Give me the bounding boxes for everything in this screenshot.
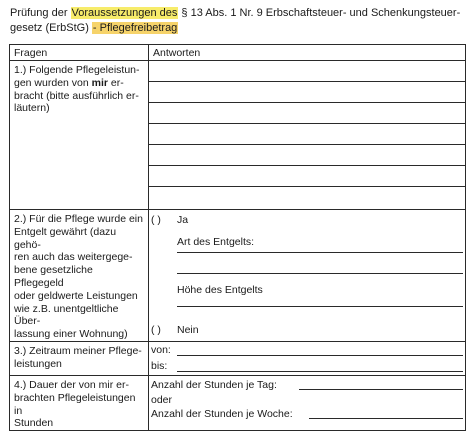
checkbox-nein[interactable]: ( ) <box>151 324 161 336</box>
label-art-des-entgelts: Art des Entgelts: <box>177 236 255 248</box>
label-stunden-je-tag: Anzahl der Stunden je Tag: <box>151 379 277 391</box>
header-questions: Fragen <box>10 45 149 61</box>
title-text-2: § 13 Abs. 1 Nr. 9 Erbschaftsteuer- und Schenkungsteuer- <box>178 7 461 19</box>
answer-1-line-5[interactable] <box>149 165 465 166</box>
question-3-text: 3.) Zeitraum meiner Pflege- leistungen <box>10 342 149 376</box>
question-row-1 <box>10 61 466 210</box>
question-2-text: 2.) Für die Pflege wurde ein Entgelt gewährt (dazu gehö- ren auch das weitergege- bene gesetzliche Pflegegeld oder geldwerte Leistungen wie z.B. unentgeltliche Über- lassung einer Wohnung) <box>10 210 149 342</box>
question-row-3 <box>10 342 466 376</box>
answer-1-line-3[interactable] <box>149 123 465 124</box>
label-nein: Nein <box>177 324 199 336</box>
label-hoehe-des-entgelts: Höhe des Entgelts <box>177 284 263 296</box>
answer-1-line-4[interactable] <box>149 144 465 145</box>
label-von: von: <box>151 344 171 356</box>
answer-3-field <box>149 342 466 376</box>
answer-4-field <box>149 376 466 431</box>
label-bis: bis: <box>151 360 168 372</box>
label-oder: oder <box>151 394 173 406</box>
header-row <box>10 45 466 61</box>
question-4-text: 4.) Dauer der von mir er- brachten Pflegeleistungen in Stunden <box>10 376 149 431</box>
label-stunden-je-woche: Anzahl der Stunden je Woche: <box>151 408 293 420</box>
question-row-2 <box>10 210 466 342</box>
stunden-je-woche-line[interactable] <box>309 418 463 419</box>
answer-2-field <box>149 210 466 342</box>
title-highlight-pflegefreibetrag: - Pflegefreibetrag <box>92 21 178 34</box>
answer-1-line-6[interactable] <box>149 186 465 187</box>
hoehe-des-entgelts-line[interactable] <box>177 306 463 307</box>
answer-1-line-2[interactable] <box>149 102 465 103</box>
bis-input-line[interactable] <box>177 371 463 372</box>
answer-1-line-1[interactable] <box>149 81 465 82</box>
stunden-je-tag-line[interactable] <box>299 389 463 390</box>
art-des-entgelts-line-2[interactable] <box>177 273 463 274</box>
page-title <box>10 6 465 35</box>
question-1-text: 1.) Folgende Pflegeleistun- gen wurden von mir er- bracht (bitte ausführlich er- läutern) <box>10 61 149 210</box>
von-input-line[interactable] <box>177 355 463 356</box>
questionnaire-table <box>9 44 466 431</box>
art-des-entgelts-line-1[interactable] <box>177 252 463 253</box>
title-text-3: gesetz (ErbStG) <box>10 21 92 34</box>
title-highlight-voraussetzungen: Voraussetzungen des <box>71 7 178 19</box>
label-ja: Ja <box>177 214 189 226</box>
header-answers: Antworten <box>149 45 466 61</box>
checkbox-ja[interactable]: ( ) <box>151 214 161 226</box>
title-text-1: Prüfung der <box>10 7 71 19</box>
question-row-4 <box>10 376 466 431</box>
answer-1-field[interactable] <box>149 61 466 210</box>
